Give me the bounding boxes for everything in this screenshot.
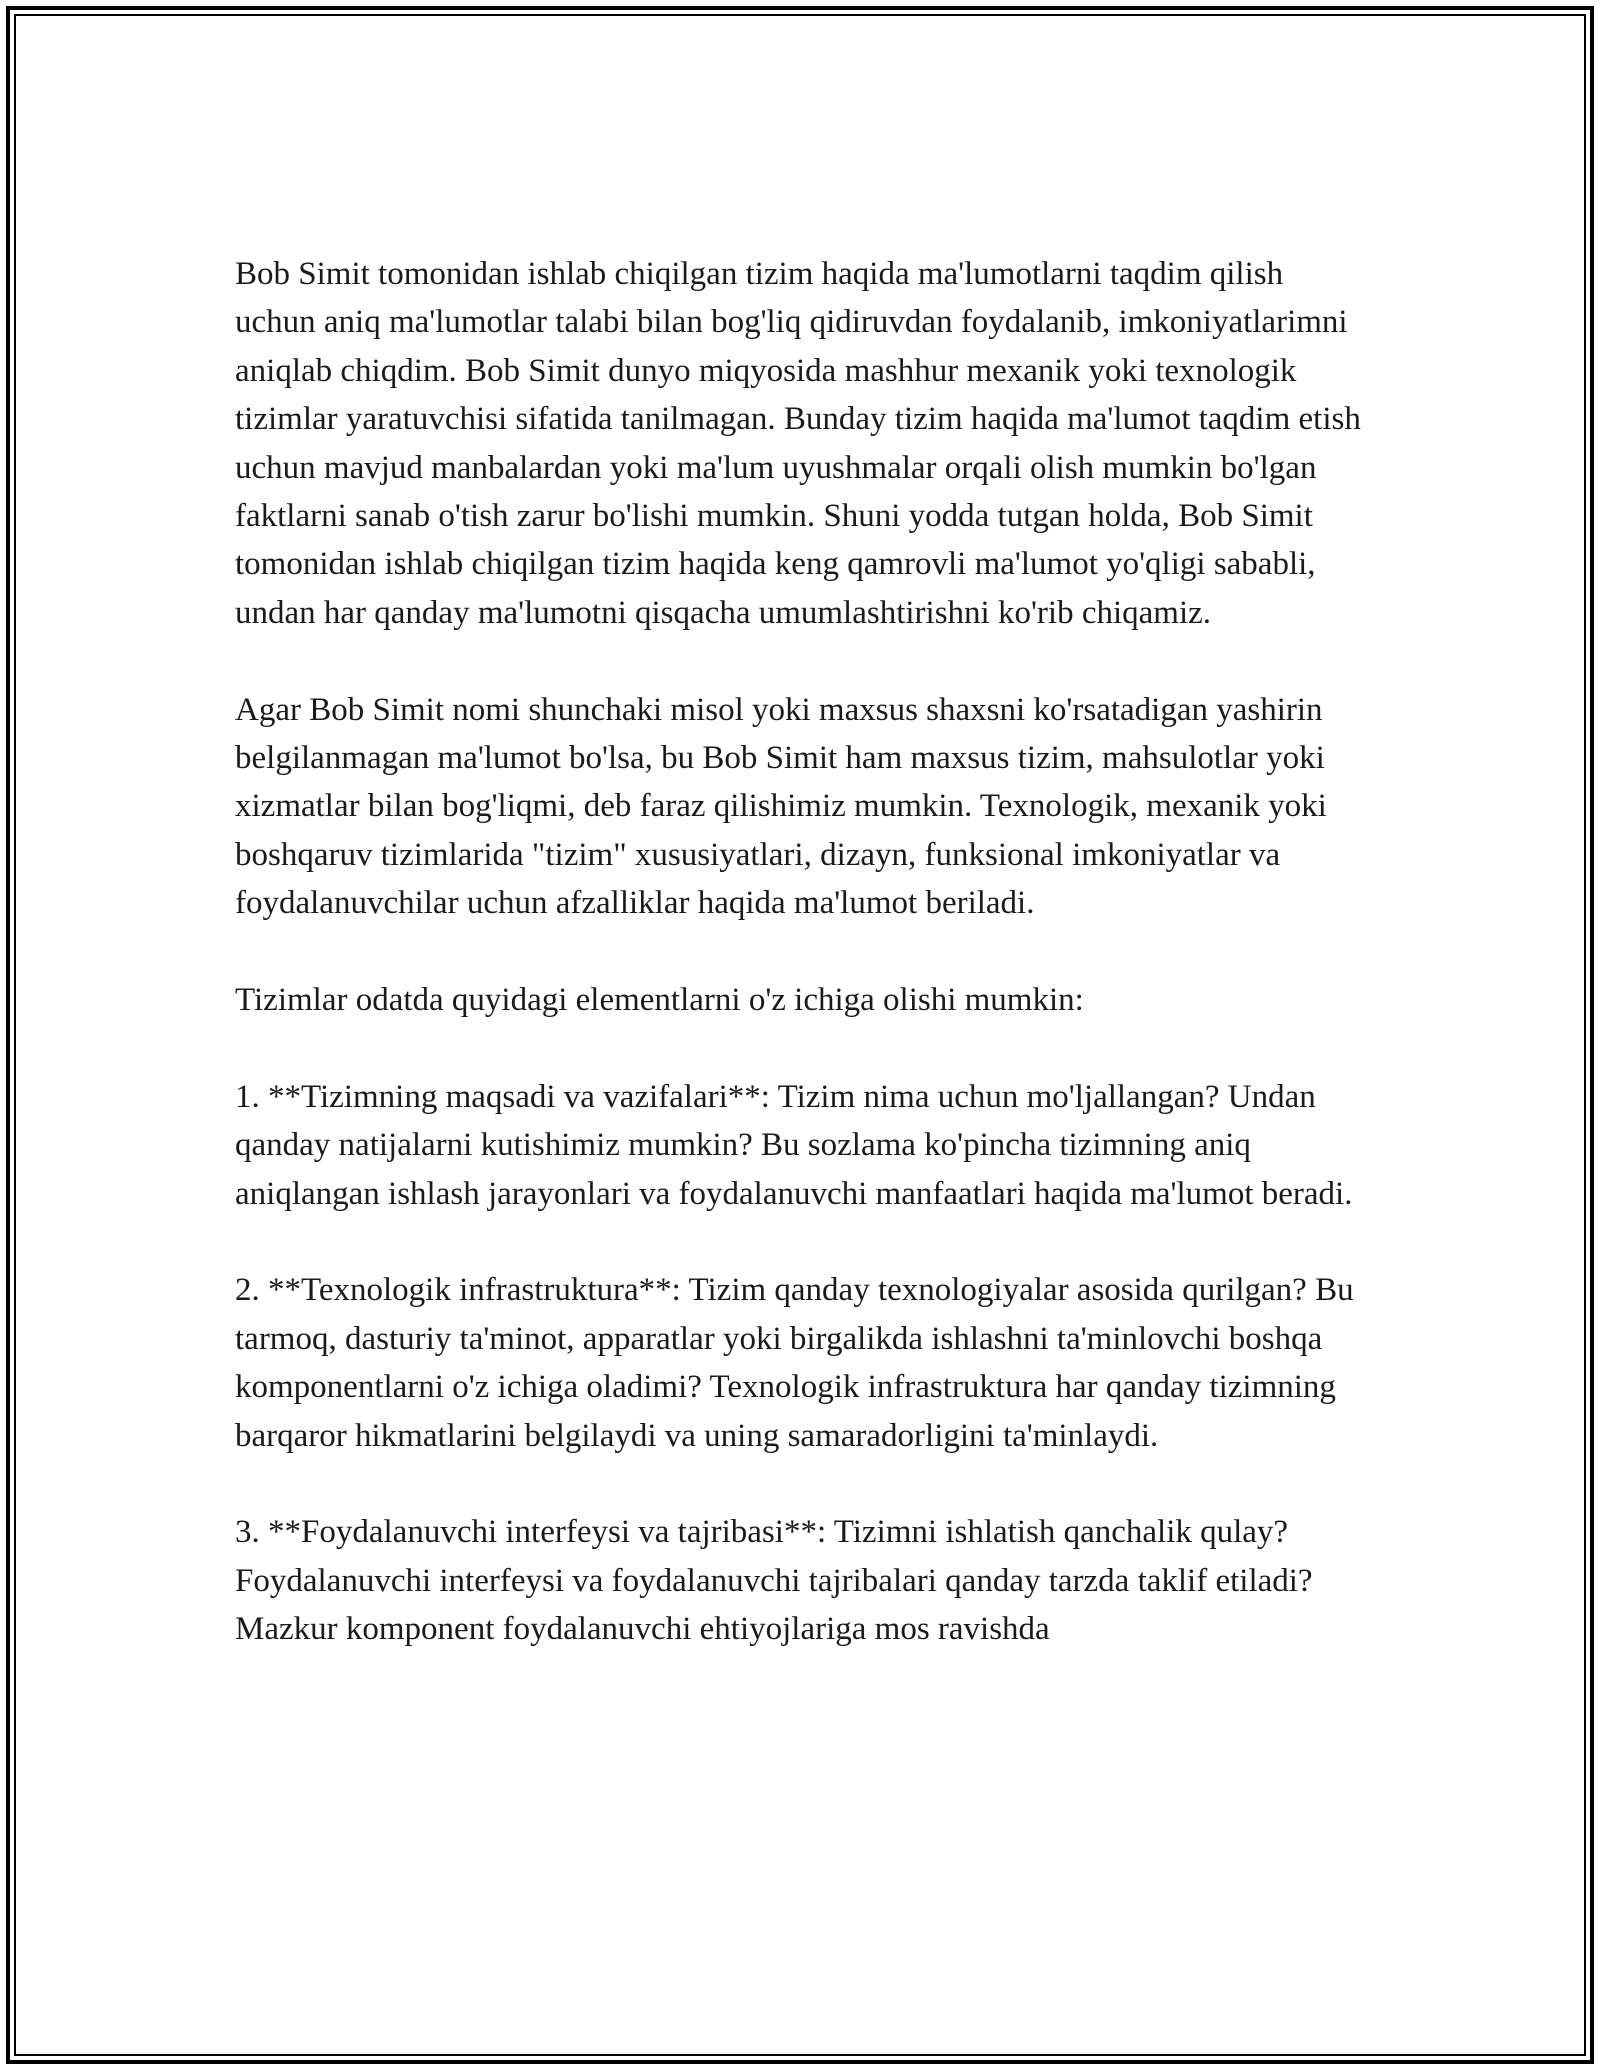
paragraph-intro: Bob Simit tomonidan ishlab chiqilgan tizim haqida ma'lumotlarni taqdim qilish uchun aniq ma'lumotlar talabi bilan bog'liq qidiruvdan foydalanib, imkoniyatlarimni aniqlab chiqdim. Bob Simit dunyo miqyosida mashhur mexanik yoki texnologik tizimlar yaratuvchisi sifatida tanilmagan. Bunday tizim haqida ma'lumot taqdim etish uchun mavjud manbalardan yoki ma'lum uyushmalar orqali olish mumkin bo'lgan faktlarni sanab o'tish zarur bo'lishi mumkin. Shuni yodda tutgan holda, Bob Simit tomonidan ishlab chiqilgan tizim haqida keng qamrovli ma'lumot yo'qligi sababli, undan har qanday ma'lumotni qisqacha umumlashtirishni ko'rib chiqamiz. — [235, 256, 1361, 631]
list-item-infrastructure: 2. **Texnologik infrastruktura**: Tizim qanday texnologiyalar asosida qurilgan? Bu tarmoq, dasturiy ta'minot, apparatlar yoki birgalikda ishlashni ta'minlovchi boshqa komponentlarni o'z ichiga oladimi? Texnologik infrastruktura har qanday tizimning barqaror hikmatlarini belgilaydi va uning samaradorligini ta'minlaydi. — [235, 1272, 1354, 1454]
document-body — [235, 250, 1365, 1702]
paragraph-elements-lead: Tizimlar odatda quyidagi elementlarni o'z ichiga olishi mumkin: — [235, 982, 1084, 1019]
list-item-purpose: 1. **Tizimning maqsadi va vazifalari**: Tizim nima uchun mo'ljallangan? Undan qanday natijalarni kutishimiz mumkin? Bu sozlama ko'pincha tizimning aniq aniqlangan ishlash jarayonlari va foydalanuvchi manfaatlari haqida ma'lumot beradi. — [235, 1078, 1353, 1212]
list-item-user-interface: 3. **Foydalanuvchi interfeysi va tajribasi**: Tizimni ishlatish qanchalik qulay? Foydalanuvchi interfeysi va foydalanuvchi tajribalari qanday tarzda taklif etiladi? Mazkur komponent foydalanuvchi ehtiyojlariga mos ravishda — [235, 1514, 1313, 1648]
paragraph-assumption: Agar Bob Simit nomi shunchaki misol yoki maxsus shaxsni ko'rsatadigan yashirin belgilanmagan ma'lumot bo'lsa, bu Bob Simit ham maxsus tizim, mahsulotlar yoki xizmatlar bilan bog'liqmi, deb faraz qilishimiz mumkin. Texnologik, mexanik yoki boshqaruv tizimlarida "tizim" xususiyatlari, dizayn, funksional imkoniyatlar va foydalanuvchilar uchun afzalliklar haqida ma'lumot beriladi. — [235, 691, 1327, 922]
